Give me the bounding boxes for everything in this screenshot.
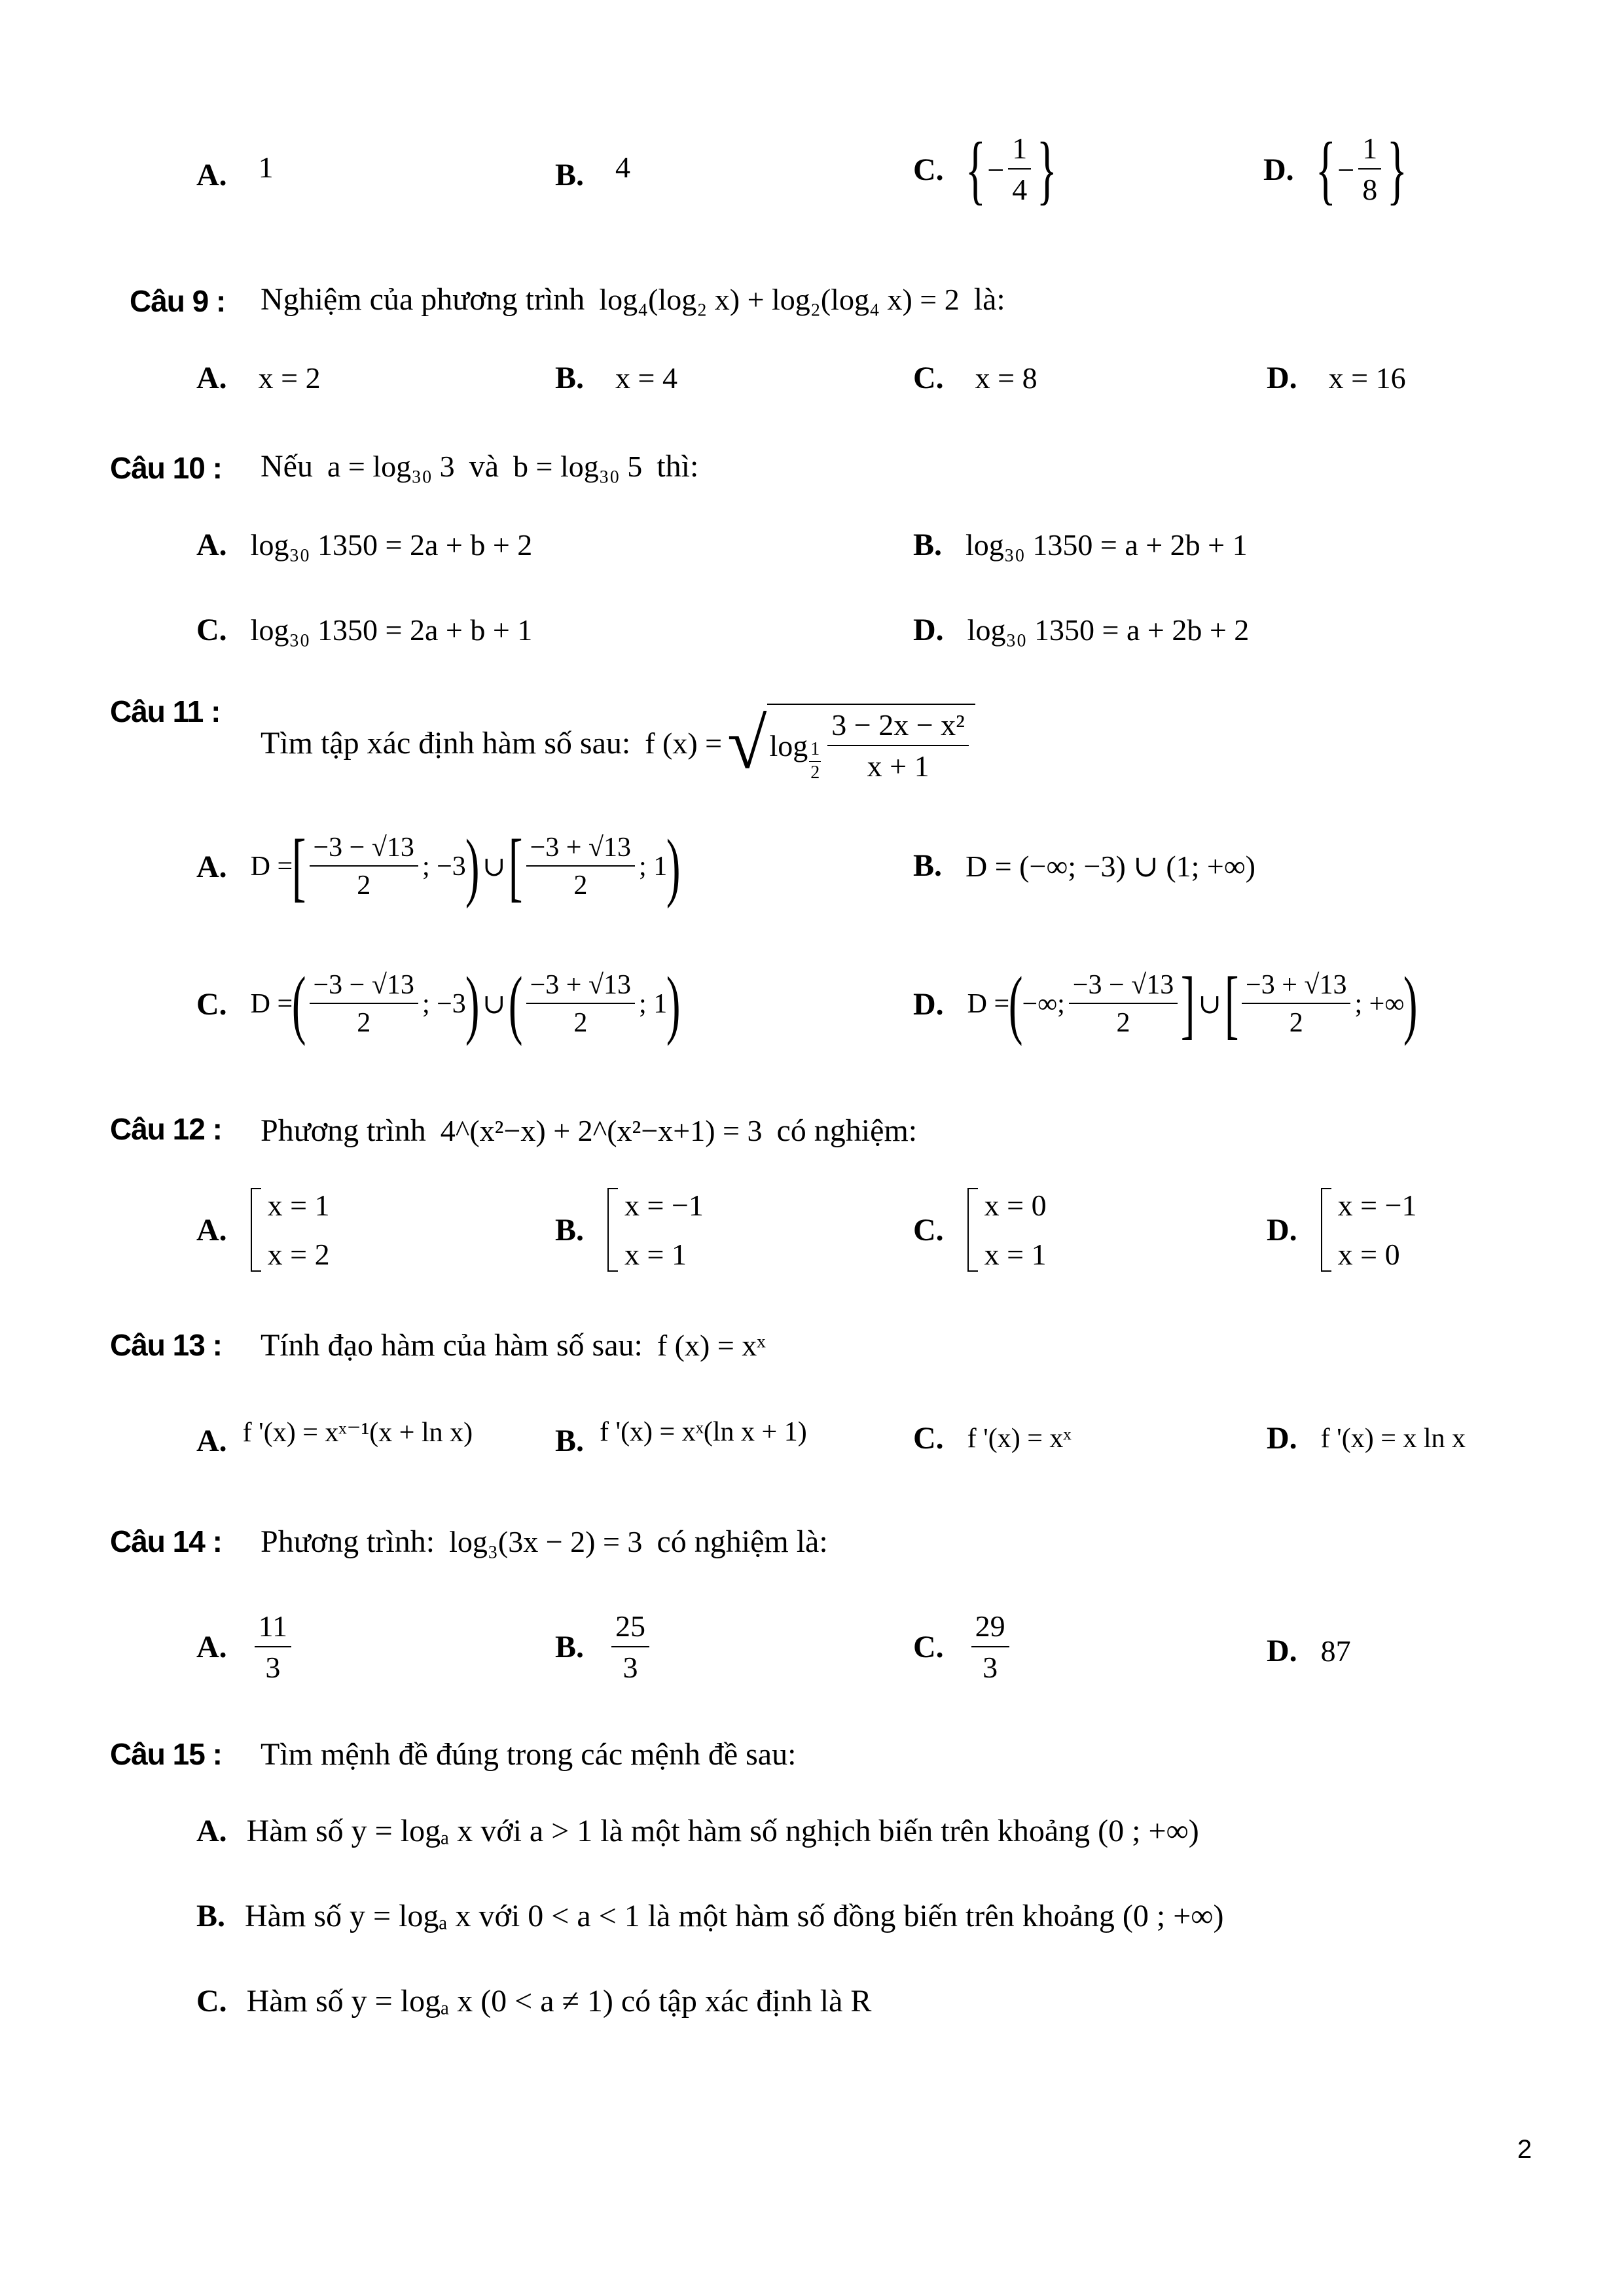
system-bracket (967, 1188, 978, 1272)
right-paren: ) (1403, 961, 1418, 1047)
q8-options (0, 126, 1624, 242)
option-value: f '(x) = x ln x (1320, 1423, 1466, 1454)
left-bracket: [ (509, 823, 523, 909)
domain-label: D = (250, 989, 293, 1019)
denominator: 2 (357, 1008, 371, 1038)
q9-option-c[interactable] (913, 360, 1038, 396)
question-10 (0, 445, 1624, 668)
option-letter: A. (196, 1630, 227, 1665)
denominator: 2 (1116, 1008, 1130, 1038)
log-base (809, 740, 821, 783)
option-letter: A. (196, 1424, 227, 1458)
union-sign: ∪ (1198, 990, 1221, 1020)
q15-option-c[interactable] (196, 1983, 871, 2019)
q14-option-a[interactable] (196, 1610, 295, 1684)
option-letter: D. (1267, 1212, 1297, 1247)
option-fraction (971, 1610, 1009, 1684)
question-label: Câu 12 : (110, 1112, 222, 1146)
numerator: 1 (809, 740, 821, 762)
q13-option-c[interactable] (913, 1420, 1072, 1456)
minus-sign: − (987, 152, 1005, 187)
question-12 (0, 1106, 1624, 1302)
radicand (767, 704, 975, 783)
system-bracket (1321, 1188, 1331, 1272)
option-value: Hàm số y = logₐ x với 0 < a < 1 là một hàm số đồng biến trên khoảng (0 ; +∞) (245, 1899, 1224, 1933)
q14-option-d[interactable] (1267, 1633, 1351, 1669)
condition-a: a = log₃₀ 3 (327, 450, 455, 483)
option-value (250, 961, 681, 1047)
prompt: Phương trình: (261, 1524, 435, 1559)
q12-option-d[interactable] (1267, 1188, 1417, 1272)
question-text (261, 448, 698, 484)
right-brace: } (1387, 126, 1408, 212)
equation: log₄(log₂ x) + log₂(log₄ x) = 2 (599, 283, 960, 316)
left-brace: { (965, 126, 986, 212)
option-value: f '(x) = xˣ(ln x + 1) (600, 1416, 807, 1447)
system-line-1: x = −1 (624, 1189, 704, 1222)
denominator: 2 (573, 1008, 588, 1038)
denominator: 2 (810, 762, 820, 783)
left-paren: ( (1009, 961, 1023, 1047)
numerator: 1 (1358, 132, 1381, 170)
right-paren: ) (666, 961, 681, 1047)
system-lines (268, 1188, 330, 1272)
left-bracket: [ (292, 823, 306, 909)
prompt-tail: có nghiệm là: (657, 1524, 828, 1559)
option-value: x = 4 (615, 361, 677, 395)
option-letter: B. (555, 1212, 585, 1247)
question-9 (0, 278, 1624, 422)
interval-end: ; −3 (422, 989, 466, 1019)
option-letter: B. (555, 158, 585, 192)
q11-option-d[interactable] (913, 961, 1418, 1047)
system-lines (624, 1188, 704, 1272)
interval-end: ; 1 (639, 989, 668, 1019)
q15-option-a[interactable] (196, 1813, 1199, 1849)
right-paren: ) (666, 823, 681, 909)
numerator: 11 (255, 1610, 291, 1647)
option-system (607, 1188, 704, 1272)
option-value (1314, 126, 1409, 212)
system-line-1: x = 1 (267, 1189, 330, 1222)
question-label: Câu 14 : (110, 1524, 222, 1558)
q8-option-b[interactable] (555, 151, 631, 193)
option-value: f '(x) = xˣ (967, 1423, 1072, 1454)
option-letter: A. (196, 158, 227, 192)
right-bracket: ] (1181, 961, 1195, 1047)
option-letter: A. (196, 1212, 227, 1247)
log-argument (827, 709, 969, 783)
question-label: Câu 15 : (110, 1737, 222, 1771)
q9-option-d[interactable] (1267, 360, 1406, 396)
option-letter: A. (196, 361, 227, 395)
option-fraction (255, 1610, 291, 1684)
question-label: Câu 10 : (110, 451, 222, 485)
q13-option-d[interactable] (1267, 1420, 1466, 1456)
question-15 (0, 1731, 1624, 2026)
question-label: Câu 11 : (110, 694, 221, 728)
option-letter: C. (913, 1630, 944, 1665)
q8-option-c[interactable] (913, 126, 1059, 212)
union-sign: ∪ (482, 852, 506, 882)
radical-sign: √ (727, 703, 767, 783)
numerator: −3 − √13 (310, 833, 418, 867)
option-value: log₃₀ 1350 = a + 2b + 2 (967, 613, 1250, 647)
option-value: x = 2 (258, 361, 321, 395)
numerator: −3 + √13 (526, 833, 635, 867)
denominator: 4 (1012, 173, 1028, 206)
question-11 (0, 691, 1624, 1083)
option-value (967, 961, 1418, 1047)
numerator: 1 (1008, 132, 1031, 170)
right-paren: ) (465, 823, 480, 909)
option-value: Hàm số y = logₐ x với a > 1 là một hàm số nghịch biến trên khoảng (0 ; +∞) (246, 1814, 1199, 1848)
fraction (1358, 132, 1381, 206)
q10-option-d[interactable] (913, 612, 1249, 648)
q10-option-c[interactable] (196, 612, 532, 648)
option-system (967, 1188, 1047, 1272)
option-value (964, 126, 1059, 212)
left-paren: ( (509, 961, 523, 1047)
option-letter: D. (913, 986, 944, 1022)
fraction (310, 970, 418, 1038)
fraction (526, 970, 635, 1038)
equation: 4^(x²−x) + 2^(x²−x+1) = 3 (440, 1114, 763, 1147)
option-value: log₃₀ 1350 = 2a + b + 2 (250, 528, 533, 562)
prompt: Phương trình (261, 1113, 426, 1148)
prompt: Tìm tập xác định hàm số sau: (261, 726, 631, 761)
denominator: x + 1 (867, 749, 929, 783)
union-sign: ∪ (482, 990, 506, 1020)
option-fraction (611, 1610, 649, 1684)
system-line-2: x = 2 (267, 1238, 330, 1271)
option-letter: C. (913, 152, 944, 187)
q9-option-a[interactable] (196, 360, 321, 396)
function-definition: f (x) = xˣ (657, 1329, 766, 1362)
question-text (261, 704, 975, 783)
option-letter: B. (555, 361, 585, 395)
q10-option-b[interactable] (913, 527, 1248, 563)
option-letter: B. (913, 848, 943, 883)
q12-option-c[interactable] (913, 1188, 1047, 1272)
question-label: Câu 9 : (130, 284, 226, 318)
q13-option-a[interactable] (196, 1414, 473, 1458)
option-letter: C. (196, 613, 227, 647)
option-letter: D. (1267, 361, 1297, 395)
system-line-1: x = −1 (1337, 1189, 1417, 1222)
square-root (727, 704, 975, 783)
option-letter: C. (913, 361, 944, 395)
option-value: f '(x) = xˣ⁻¹(x + ln x) (242, 1417, 473, 1448)
numerator: −3 + √13 (1242, 970, 1350, 1004)
prompt: Tính đạo hàm của hàm số sau: (261, 1328, 643, 1363)
option-value: log₃₀ 1350 = a + 2b + 1 (965, 528, 1248, 562)
option-value: 87 (1320, 1634, 1351, 1668)
q12-option-a[interactable] (196, 1188, 330, 1272)
q8-option-d[interactable] (1263, 126, 1409, 212)
option-letter: B. (913, 528, 943, 562)
option-letter: C. (913, 1421, 944, 1456)
q14-option-b[interactable] (555, 1610, 653, 1684)
q9-option-b[interactable] (555, 360, 677, 396)
domain-label: D = (967, 989, 1010, 1019)
function-definition (645, 704, 975, 783)
denominator: 3 (983, 1650, 998, 1684)
numerator: −3 − √13 (1069, 970, 1178, 1004)
page-number: 2 (1517, 2135, 1532, 2164)
option-value: x = 8 (975, 361, 1038, 395)
fraction (526, 833, 635, 901)
fraction (310, 833, 418, 901)
option-letter: D. (1263, 152, 1294, 187)
option-value (250, 823, 681, 909)
option-letter: A. (196, 528, 227, 562)
question-text (261, 1327, 766, 1363)
condition-b: b = log₃₀ 5 (513, 450, 643, 483)
option-system (1321, 1188, 1417, 1272)
fraction (1069, 970, 1178, 1038)
interval-start: −∞; (1022, 989, 1065, 1019)
left-paren: ( (292, 961, 306, 1047)
system-bracket (251, 1188, 261, 1272)
denominator: 2 (357, 870, 371, 901)
option-letter: D. (1267, 1634, 1297, 1668)
right-paren: ) (465, 961, 480, 1047)
numerator: 29 (971, 1610, 1009, 1647)
q11-option-c[interactable] (196, 961, 681, 1047)
option-letter: D. (1267, 1421, 1297, 1456)
question-text (261, 1113, 917, 1149)
denominator: 3 (623, 1650, 638, 1684)
numerator: −3 − √13 (310, 970, 418, 1004)
numerator: −3 + √13 (526, 970, 635, 1004)
system-bracket (607, 1188, 618, 1272)
option-letter: B. (196, 1899, 226, 1933)
option-system (251, 1188, 330, 1272)
left-bracket: [ (1224, 961, 1239, 1047)
option-value: D = (−∞; −3) ∪ (1; +∞) (965, 849, 1255, 883)
option-letter: D. (913, 613, 944, 647)
q8-option-a[interactable] (196, 151, 274, 193)
domain-label: D = (250, 852, 293, 882)
denominator: 8 (1362, 173, 1378, 206)
system-lines (984, 1188, 1047, 1272)
log-label: log (769, 729, 808, 763)
option-letter: C. (196, 986, 227, 1022)
numerator: 25 (611, 1610, 649, 1647)
prompt: Nghiệm của phương trình (261, 282, 585, 317)
right-brace: } (1037, 126, 1058, 212)
option-letter: C. (913, 1212, 944, 1247)
option-value: 4 (615, 151, 631, 184)
denominator: 3 (265, 1650, 281, 1684)
fraction (1008, 132, 1031, 206)
system-lines (1338, 1188, 1417, 1272)
question-13 (0, 1322, 1624, 1486)
option-letter: A. (196, 1814, 227, 1848)
prompt-tail: có nghiệm: (776, 1113, 918, 1148)
q14-option-c[interactable] (913, 1610, 1013, 1684)
q13-option-b[interactable] (555, 1414, 807, 1458)
option-letter: C. (196, 1984, 227, 2018)
prompt-tail: thì: (657, 449, 699, 484)
denominator: 2 (1289, 1008, 1303, 1038)
option-value: 1 (258, 151, 274, 184)
question-label: Câu 13 : (110, 1328, 222, 1362)
option-value: log₃₀ 1350 = 2a + b + 1 (250, 613, 533, 647)
option-letter: B. (555, 1630, 585, 1665)
fraction (1242, 970, 1350, 1038)
option-letter: A. (196, 849, 227, 884)
minus-sign: − (1337, 152, 1355, 187)
option-value: x = 16 (1328, 361, 1406, 395)
interval-end: ; +∞ (1354, 989, 1405, 1019)
conjunction: và (469, 449, 499, 484)
q11-option-b[interactable] (913, 848, 1255, 884)
system-line-1: x = 0 (984, 1189, 1047, 1222)
left-brace: { (1315, 126, 1336, 212)
option-value: Hàm số y = logₐ x (0 < a ≠ 1) có tập xác định là R (246, 1984, 872, 2018)
q10-option-a[interactable] (196, 527, 532, 563)
question-text (261, 281, 1005, 317)
question-text (261, 1524, 828, 1560)
system-line-2: x = 1 (624, 1238, 687, 1271)
q12-option-b[interactable] (555, 1188, 704, 1272)
interval-end: ; −3 (422, 852, 466, 882)
function-name: f (x) = (645, 726, 723, 761)
denominator: 2 (573, 870, 588, 901)
prompt: Nếu (261, 449, 313, 484)
question-text (261, 1736, 810, 1772)
prompt: Tìm mệnh đề đúng trong các mệnh đề sau: (261, 1737, 797, 1772)
system-line-2: x = 1 (984, 1238, 1047, 1271)
q15-option-b[interactable] (196, 1898, 1224, 1934)
numerator: 3 − 2x − x² (827, 709, 969, 746)
q11-option-a[interactable] (196, 823, 681, 909)
prompt-tail: là: (973, 282, 1005, 317)
interval-end: ; 1 (639, 852, 668, 882)
system-line-2: x = 0 (1337, 1238, 1400, 1271)
equation: log₃(3x − 2) = 3 (449, 1525, 643, 1558)
option-letter: B. (555, 1424, 585, 1458)
question-14 (0, 1518, 1624, 1708)
